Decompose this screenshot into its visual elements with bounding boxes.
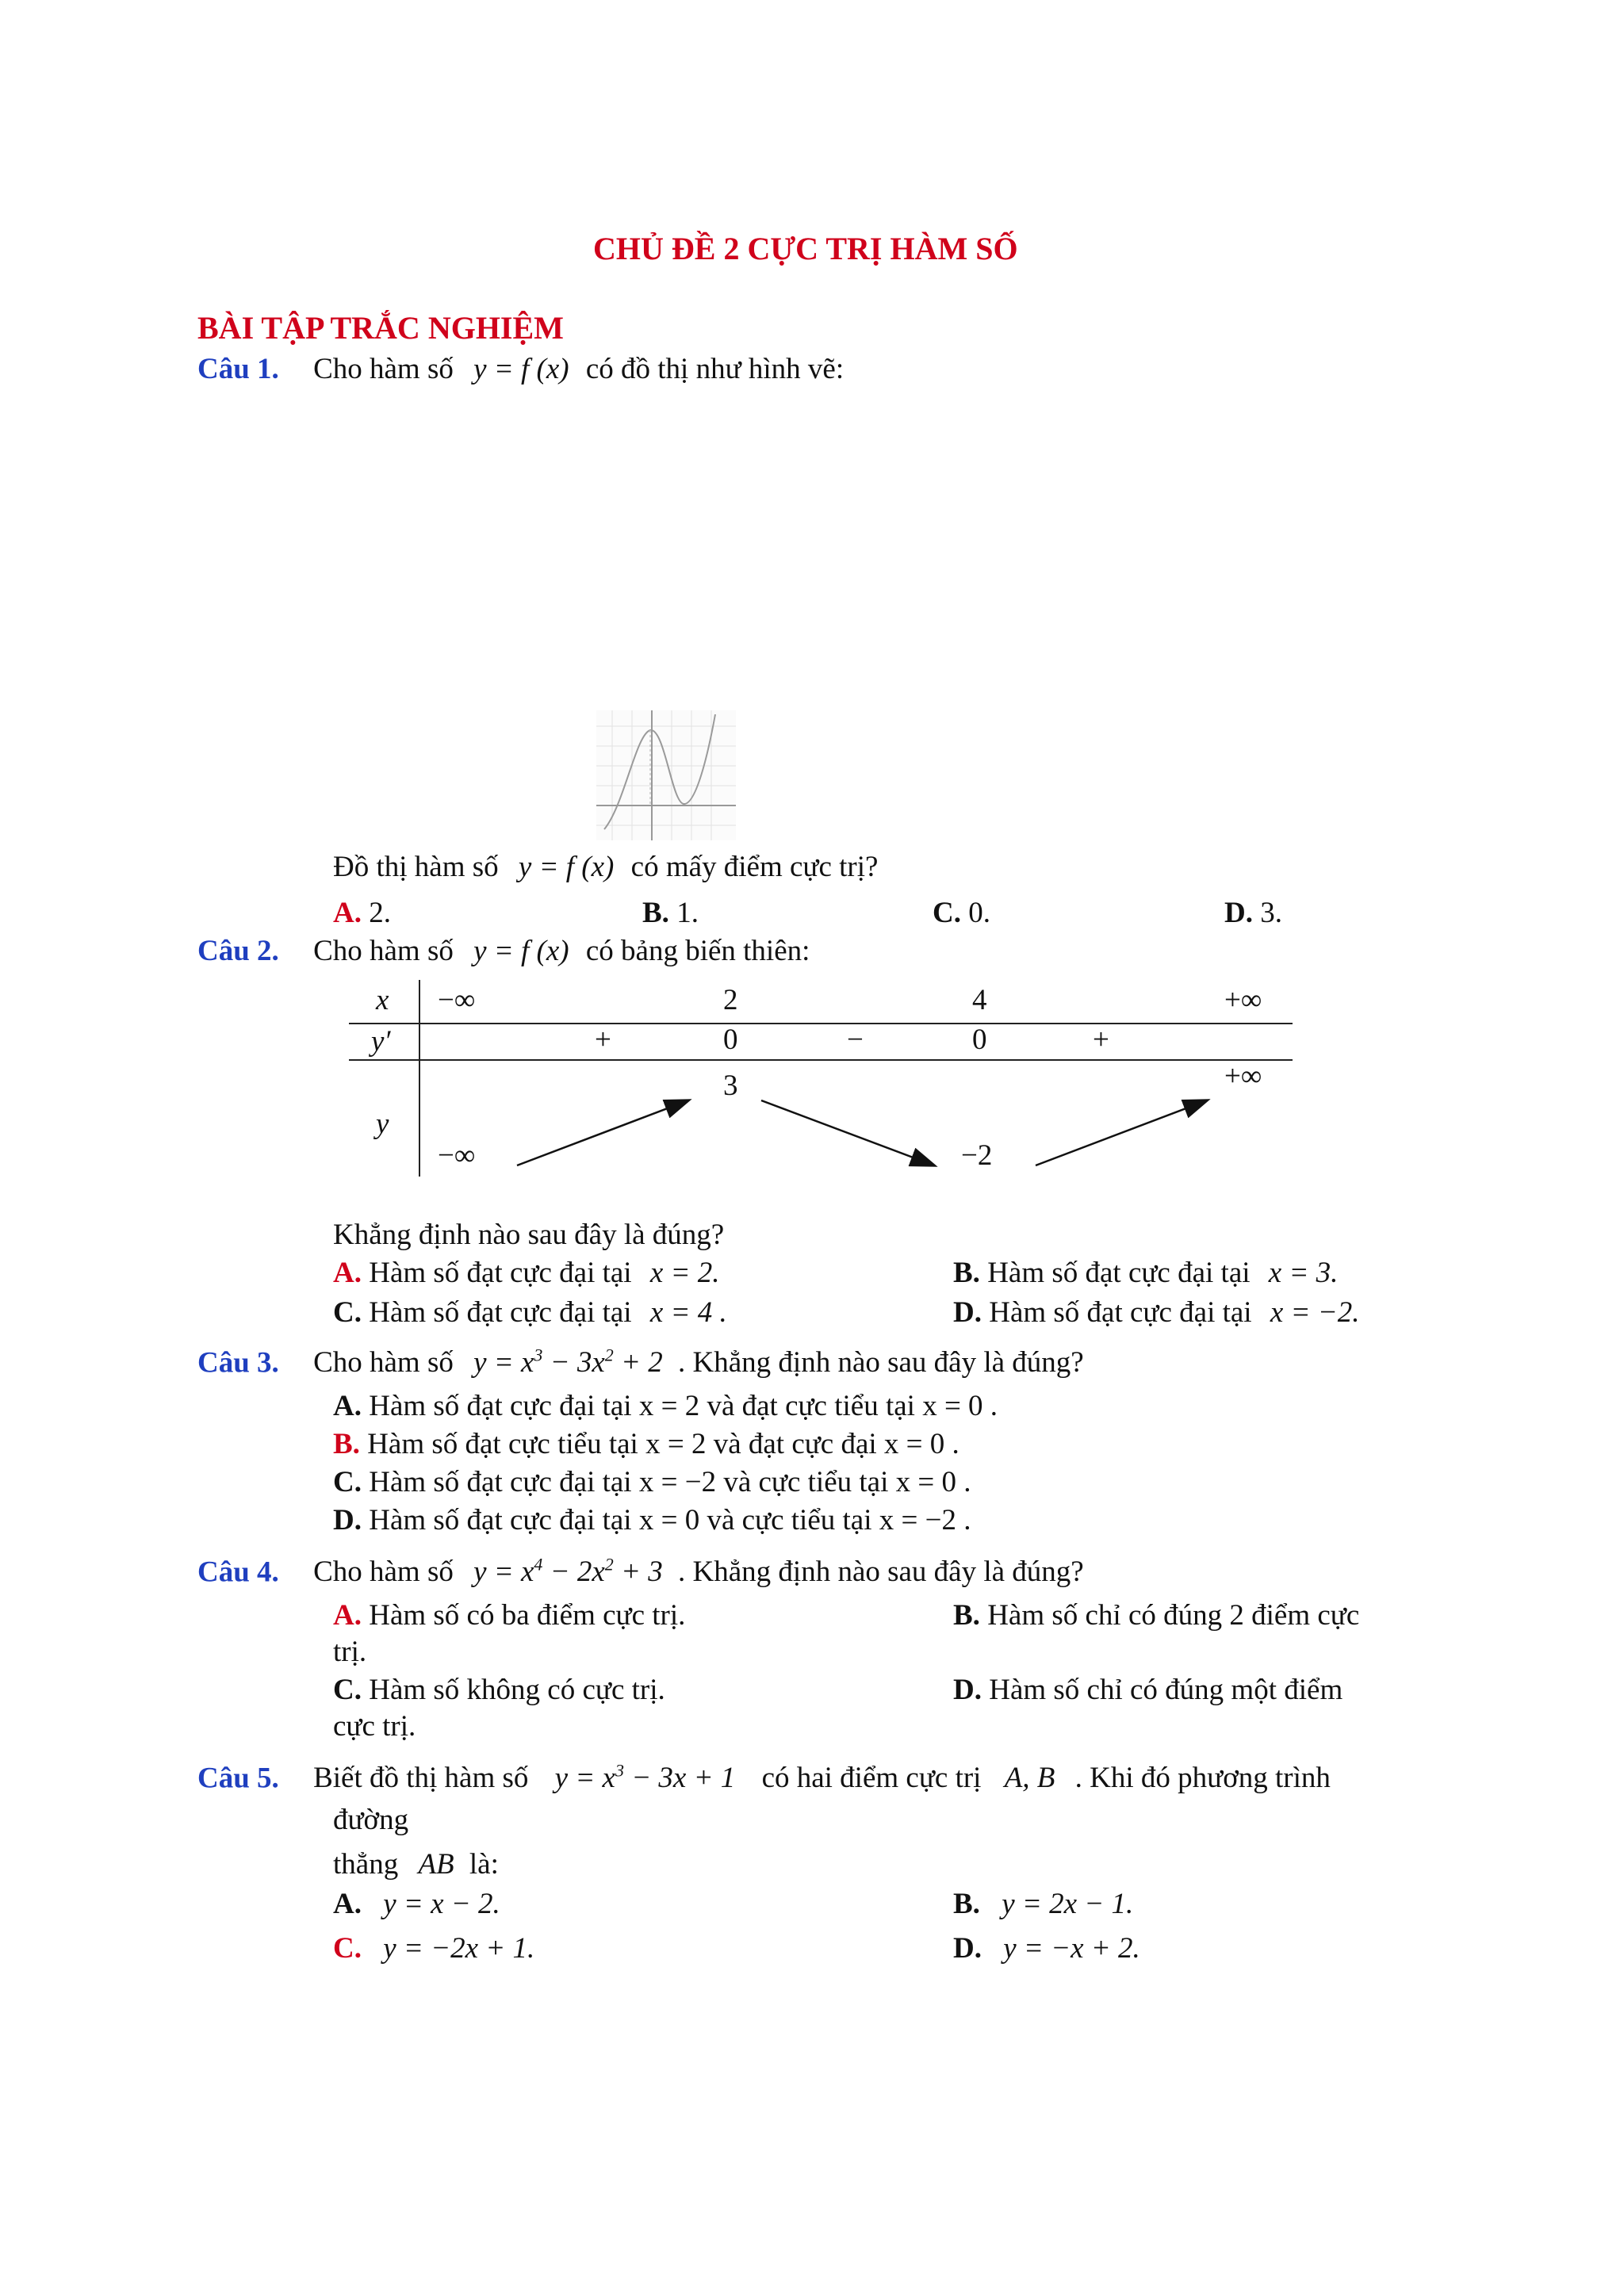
- math-expression: y = x − 2.: [383, 1888, 500, 1920]
- option-letter: A.: [333, 1888, 362, 1920]
- question-text: . Khi đó phương trình: [1074, 1762, 1331, 1795]
- yprime-sign: +: [1093, 1024, 1109, 1056]
- math-expression: y = −x + 2.: [1003, 1932, 1140, 1965]
- option-letter: B.: [953, 1599, 980, 1632]
- option-text: Hàm số chỉ có đúng một điểm: [989, 1674, 1343, 1706]
- option-a[interactable]: [333, 1598, 685, 1633]
- yprime-sign: +: [595, 1024, 611, 1056]
- math-expression: $y = x^3 - 3x^2 + 2$: [473, 1345, 663, 1380]
- option-text: Hàm số đạt cực đại tại x = 0 và cực tiểu tại x = −2 .: [369, 1504, 971, 1536]
- question-text: có bảng biến thiên:: [585, 935, 810, 967]
- option-text: Hàm số đạt cực đại tại x = −2 và cực tiểu tại x = 0 .: [369, 1466, 971, 1498]
- option-text: Hàm số đạt cực đại tại x = 2 và đạt cực tiểu tại x = 0 .: [369, 1390, 998, 1422]
- ask-text: có mấy điểm cực trị?: [630, 851, 879, 883]
- yprime-zero: 0: [972, 1024, 987, 1056]
- ask-text: Đồ thị hàm số: [333, 851, 499, 883]
- option-text: 1.: [676, 897, 699, 929]
- option-text: Hàm số không có cực trị.: [369, 1674, 665, 1706]
- yprime-zero: 0: [723, 1024, 738, 1056]
- math-expression: $y = x^3 - 3x + 1$: [554, 1761, 736, 1795]
- question-text: . Khẳng định nào sau đây là đúng?: [678, 1346, 1084, 1380]
- option-a[interactable]: [333, 1256, 719, 1291]
- question-text: có đồ thị như hình vẽ:: [585, 353, 845, 385]
- option-letter: A.: [333, 1599, 362, 1632]
- x-value: +∞: [1224, 984, 1262, 1016]
- option-letter: B.: [953, 1888, 980, 1920]
- option-a[interactable]: [333, 1389, 998, 1424]
- option-text: Hàm số chỉ có đúng 2 điểm cực: [987, 1599, 1360, 1632]
- question-1: [197, 352, 844, 387]
- question-5: [197, 1754, 1331, 1796]
- math-expression: y = 2x − 1.: [1002, 1888, 1134, 1920]
- option-a[interactable]: [333, 896, 391, 931]
- option-d[interactable]: [333, 1503, 971, 1538]
- option-text: 3.: [1260, 897, 1282, 929]
- arrow-increase: [1036, 1100, 1207, 1165]
- option-letter: D.: [1224, 897, 1253, 929]
- math-expression: x = 4 .: [649, 1296, 727, 1329]
- y-value: +∞: [1224, 1060, 1262, 1093]
- math-expression: x = 3.: [1268, 1257, 1339, 1289]
- yprime-sign: −: [847, 1024, 864, 1056]
- question-text: Cho hàm số: [313, 935, 454, 967]
- option-letter: D.: [953, 1674, 982, 1706]
- x-value: 2: [723, 984, 738, 1016]
- option-c[interactable]: [333, 1673, 665, 1708]
- math-expression: x = 2.: [649, 1257, 720, 1289]
- option-letter: C.: [333, 1674, 362, 1706]
- question-text: . Khẳng định nào sau đây là đúng?: [678, 1556, 1084, 1589]
- option-letter: A.: [333, 897, 362, 929]
- variation-arrows: [349, 980, 1293, 1178]
- option-c[interactable]: [933, 896, 990, 931]
- math-expression: y = f (x): [473, 353, 569, 385]
- row-label-y: y: [376, 1108, 389, 1140]
- option-letter: B.: [642, 897, 669, 929]
- option-letter: D.: [333, 1504, 362, 1536]
- option-d[interactable]: [953, 1931, 1140, 1966]
- arrow-increase: [517, 1100, 688, 1165]
- question-5-line2: đường: [333, 1804, 409, 1836]
- option-letter: A.: [333, 1257, 362, 1289]
- option-b[interactable]: [953, 1256, 1338, 1291]
- question-1-ask: [333, 850, 878, 885]
- y-value: 3: [723, 1070, 738, 1102]
- option-letter: C.: [333, 1932, 362, 1965]
- page-title: CHỦ ĐỀ 2 CỰC TRỊ HÀM SỐ: [593, 231, 1018, 266]
- question-number: Câu 2.: [197, 935, 279, 967]
- row-label-x: x: [376, 984, 389, 1016]
- option-d[interactable]: [1224, 896, 1282, 931]
- option-letter: C.: [333, 1296, 362, 1329]
- option-c[interactable]: [333, 1295, 727, 1330]
- option-letter: D.: [953, 1932, 982, 1965]
- option-b-continued: [333, 1635, 366, 1670]
- math-expression: y = −2x + 1.: [383, 1932, 535, 1965]
- variation-table: [349, 980, 1293, 1178]
- option-letter: A.: [333, 1390, 362, 1422]
- option-c[interactable]: [333, 1465, 971, 1500]
- option-letter: B.: [953, 1257, 980, 1289]
- option-text: Hàm số đạt cực tiểu tại x = 2 và đạt cực đại x = 0 .: [367, 1428, 959, 1460]
- option-letter: D.: [953, 1296, 982, 1329]
- question-text: Biết đồ thị hàm số: [313, 1762, 529, 1795]
- option-text: 2.: [369, 897, 391, 929]
- arrow-decrease: [761, 1100, 934, 1165]
- section-heading: BÀI TẬP TRẮC NGHIỆM: [197, 310, 564, 346]
- option-d[interactable]: [953, 1673, 1342, 1708]
- option-text: Hàm số đạt cực đại tại: [369, 1257, 632, 1289]
- math-expression: A, B: [1004, 1762, 1055, 1795]
- option-text: Hàm số đạt cực đại tại: [989, 1296, 1252, 1329]
- option-b[interactable]: [953, 1887, 1133, 1922]
- math-expression: y = f (x): [518, 851, 615, 883]
- option-d[interactable]: [953, 1295, 1359, 1330]
- question-number: Câu 3.: [197, 1346, 279, 1380]
- question-number: Câu 1.: [197, 353, 279, 385]
- question-text: Cho hàm số: [313, 353, 454, 385]
- option-text: 0.: [968, 897, 990, 929]
- row-label-yprime: y′: [371, 1025, 391, 1058]
- question-text: Cho hàm số: [313, 1346, 454, 1380]
- option-text: Hàm số đạt cực đại tại: [369, 1296, 632, 1329]
- y-value: −2: [961, 1139, 993, 1172]
- option-b[interactable]: [333, 1427, 959, 1462]
- option-letter: C.: [333, 1466, 362, 1498]
- question-2: [197, 934, 810, 969]
- question-3: [197, 1338, 1084, 1380]
- question-2-ask: Khẳng định nào sau đây là đúng?: [333, 1219, 725, 1251]
- option-a[interactable]: [333, 1887, 500, 1922]
- function-graph-image: [596, 710, 736, 840]
- option-text: Hàm số đạt cực đại tại: [987, 1257, 1251, 1289]
- option-letter: B.: [333, 1428, 360, 1460]
- option-b[interactable]: [953, 1598, 1359, 1633]
- option-text: trị.: [333, 1636, 367, 1668]
- question-4: [197, 1548, 1084, 1590]
- math-expression: $y = x^4 - 2x^2 + 3$: [473, 1555, 663, 1589]
- question-text: Cho hàm số: [313, 1556, 454, 1589]
- math-expression: y = f (x): [473, 935, 569, 967]
- x-value: 4: [972, 984, 987, 1016]
- math-expression: x = −2.: [1270, 1296, 1360, 1329]
- question-number: Câu 5.: [197, 1762, 279, 1795]
- option-c[interactable]: [333, 1931, 534, 1966]
- option-d-continued: [333, 1709, 416, 1744]
- option-text: Hàm số có ba điểm cực trị.: [369, 1599, 686, 1632]
- option-text: cực trị.: [333, 1710, 416, 1743]
- y-value: −∞: [438, 1139, 476, 1172]
- option-letter: C.: [933, 897, 961, 929]
- option-b[interactable]: [642, 896, 699, 931]
- x-value: −∞: [438, 984, 476, 1016]
- question-5-line3: thẳng AB là:: [333, 1848, 499, 1881]
- question-text: có hai điểm cực trị: [761, 1762, 982, 1795]
- question-number: Câu 4.: [197, 1556, 279, 1589]
